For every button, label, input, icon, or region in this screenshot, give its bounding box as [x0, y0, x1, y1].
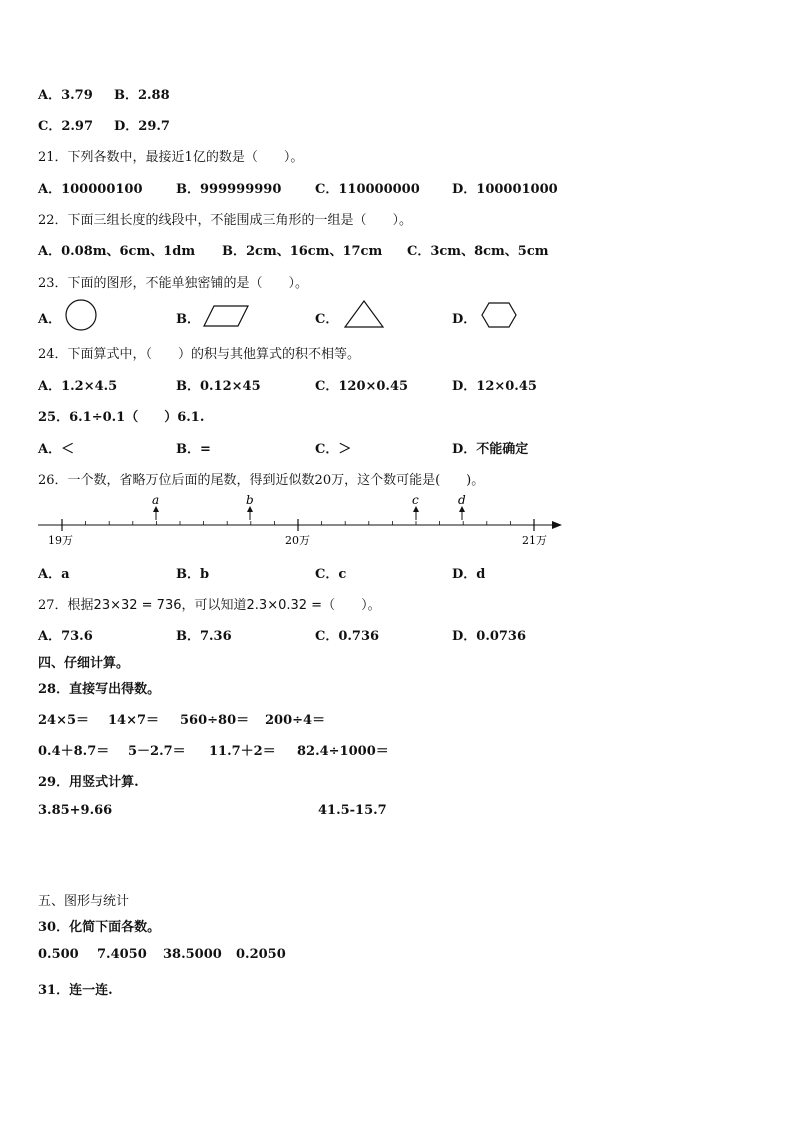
q26-stem: 26．一个数，省略万位后面的尾数，得到近似数20万，这个数可能是( )。 — [38, 473, 485, 488]
q25-option-d[interactable]: D．不能确定 — [452, 442, 529, 457]
q30-stem: 30．化简下面各数。 — [38, 920, 161, 935]
q22-option-c[interactable]: C．3cm、8cm、5cm — [407, 244, 549, 259]
q27-option-b[interactable]: B．7.36 — [176, 629, 232, 644]
number-line-arrow — [552, 521, 562, 529]
q25-option-c[interactable]: C．＞ — [315, 442, 352, 457]
q26-option-a[interactable]: A．a — [38, 567, 70, 582]
q25-stem: 25．6.1÷0.1（ ）6.1. — [38, 410, 205, 425]
q21-option-b[interactable]: B．999999990 — [176, 182, 282, 197]
q30-item-2: 7.4050 — [97, 947, 147, 962]
q28-row1-item-3: 560÷80＝ — [180, 713, 250, 728]
hexagon-icon[interactable] — [480, 301, 518, 329]
q28-row2-item-1: 0.4＋8.7＝ — [38, 744, 110, 759]
q30-item-4: 0.2050 — [236, 947, 286, 962]
q27-option-d[interactable]: D．0.0736 — [452, 629, 527, 644]
marker-b-label: b — [246, 493, 254, 507]
q27-stem-mid: ，可以知道 — [181, 598, 247, 613]
section-5-heading: 五、图形与统计 — [38, 894, 130, 909]
triangle-icon[interactable] — [343, 299, 385, 329]
q20-option-d[interactable]: D．29.7 — [114, 119, 170, 134]
q24-option-b[interactable]: B．0.12×45 — [176, 379, 261, 394]
q29-item-2: 41.5-15.7 — [318, 803, 387, 818]
q25-option-a[interactable]: A．＜ — [38, 442, 75, 457]
q27-equation-2: 2.3×0.32 = — [246, 598, 323, 613]
tick-label-21wan: 21万 — [522, 534, 547, 547]
q26-option-c[interactable]: C．c — [315, 567, 347, 582]
q23-option-d[interactable]: D． — [452, 312, 477, 327]
q28-row1-item-2: 14×7＝ — [108, 713, 160, 728]
q21-option-c[interactable]: C．110000000 — [315, 182, 420, 197]
q25-option-b[interactable]: B．= — [176, 442, 211, 457]
parallelogram-icon[interactable] — [202, 304, 250, 328]
q22-option-b[interactable]: B．2cm、16cm、17cm — [222, 244, 383, 259]
tick-label-20wan: 20万 — [285, 534, 310, 547]
q23-option-b[interactable]: B． — [176, 312, 200, 327]
q28-row1-item-1: 24×5＝ — [38, 713, 90, 728]
q28-stem: 28．直接写出得数。 — [38, 682, 161, 697]
q28-row1-item-4: 200÷4＝ — [265, 713, 326, 728]
number-line — [30, 490, 570, 552]
q22-stem: 22．下面三组长度的线段中，不能围成三角形的一组是（ ）。 — [38, 213, 413, 228]
q30-item-1: 0.500 — [38, 947, 79, 962]
circle-icon[interactable] — [64, 298, 98, 332]
q21-option-d[interactable]: D．100001000 — [452, 182, 558, 197]
q30-item-3: 38.5000 — [163, 947, 222, 962]
marker-c-label: c — [412, 493, 419, 507]
q20-option-b[interactable]: B．2.88 — [114, 88, 170, 103]
marker-d — [458, 493, 466, 520]
q29-item-1: 3.85+9.66 — [38, 803, 113, 818]
q24-option-c[interactable]: C．120×0.45 — [315, 379, 409, 394]
tick-label-19wan: 19万 — [48, 534, 73, 547]
marker-a — [152, 493, 159, 520]
marker-a-label: a — [152, 493, 160, 507]
q31-stem: 31．连一连. — [38, 983, 113, 998]
q28-row2-item-3: 11.7＋2＝ — [209, 744, 276, 759]
q24-option-d[interactable]: D．12×0.45 — [452, 379, 537, 394]
q21-option-a[interactable]: A．100000100 — [38, 182, 143, 197]
q23-stem: 23．下面的图形，不能单独密铺的是（ ）。 — [38, 276, 309, 291]
q26-option-d[interactable]: D．d — [452, 567, 486, 582]
q26-option-b[interactable]: B．b — [176, 567, 210, 582]
q27-option-a[interactable]: A．73.6 — [38, 629, 93, 644]
q22-option-a[interactable]: A．0.08m、6cm、1dm — [38, 244, 196, 259]
q28-row2-item-4: 82.4÷1000＝ — [297, 744, 389, 759]
q27-option-c[interactable]: C．0.736 — [315, 629, 380, 644]
q24-stem: 24．下面算式中，（ ）的积与其他算式的积不相等。 — [38, 347, 361, 362]
marker-d-label: d — [458, 493, 466, 507]
q20-option-a[interactable]: A．3.79 — [38, 88, 93, 103]
marker-c — [412, 493, 419, 520]
q28-row2-item-2: 5－2.7＝ — [128, 744, 186, 759]
q27-stem-prefix: 27．根据 — [38, 598, 94, 613]
q24-option-a[interactable]: A．1.2×4.5 — [38, 379, 118, 394]
q27-equation-1: 23×32 = 736 — [93, 598, 182, 613]
q20-option-c[interactable]: C．2.97 — [38, 119, 94, 134]
q23-option-a[interactable]: A． — [38, 312, 62, 327]
q27-stem — [38, 594, 381, 613]
q23-option-c[interactable]: C． — [315, 312, 339, 327]
number-line-ticks — [62, 519, 534, 531]
section-4-heading: 四、仔细计算。 — [38, 656, 130, 671]
q29-stem: 29．用竖式计算. — [38, 775, 139, 790]
q27-stem-suffix: （ ）。 — [322, 598, 381, 613]
q21-stem: 21．下列各数中，最接近1亿的数是（ ）。 — [38, 150, 304, 165]
marker-b — [246, 493, 254, 520]
